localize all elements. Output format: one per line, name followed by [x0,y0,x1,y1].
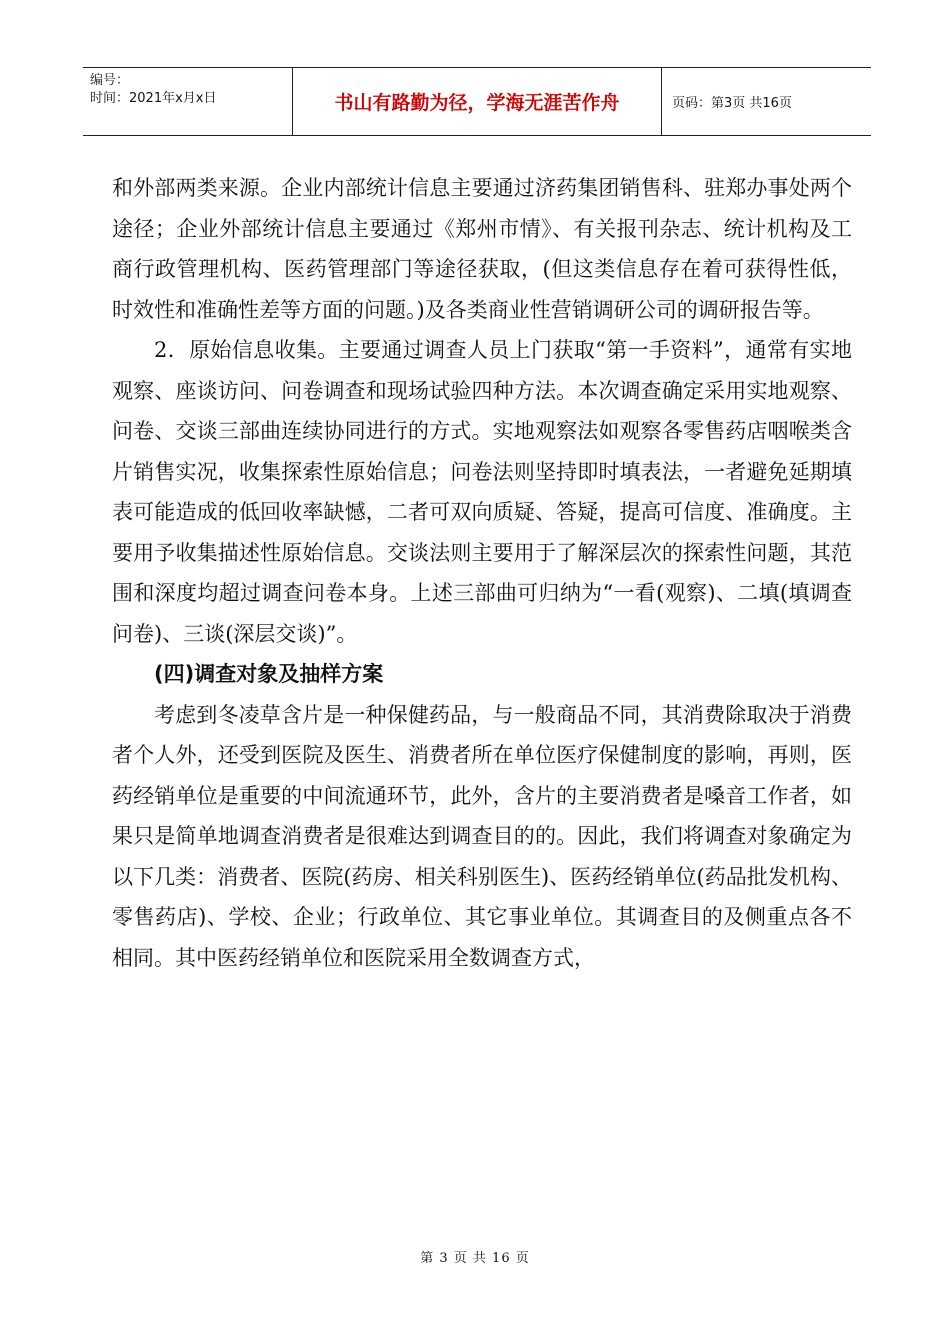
header-page-info: 页码：第3页 共16页 [662,68,872,136]
paragraph-original-info: 2．原始信息收集。主要通过调查人员上门获取“第一手资料”，通常有实地观察、座谈访问、问卷调查和现场试验四种方法。本次调查确定采用实地观察、问卷、交谈三部曲连续协同进行的方式。实地观察法如观察各零售药店咽喉类含片销售实况，收集探索性原始信息；问卷法则坚持即时填表法，一者避免延期填表可能造成的低回收率缺憾，二者可双向质疑、答疑，提高可信度、准确度。主要用予收集描述性原始信息。交谈法则主要用于了解深层次的探索性问题，其范围和深度均超过调查问卷本身。上述三部曲可归纳为“一看(观察)、二填(填调查问卷)、三谈(深层交谈)”。 [112,338,852,646]
header-meta [83,68,293,136]
document-time-label: 时间：2021年x月x日 [90,91,217,106]
document-body [112,168,852,978]
document-number-label: 编号： [90,73,130,88]
section-heading: (四)调查对象及抽样方案 [154,662,384,686]
header-table [83,67,871,136]
header-motto: 书山有路勤为径，学海无涯苦作舟 [293,68,662,136]
paragraph-continuation: 和外部两类来源。企业内部统计信息主要通过济药集团销售科、驻郑办事处两个途径；企业外部统计信息主要通过《郑州市情》、有关报刊杂志、统计机构及工商行政管理机构、医药管理部门等途径获取，(但这类信息存在着可获得性低，时效性和准确性差等方面的问题。)及各类商业性营销调研公司的调研报告等。 [112,176,852,322]
page-footer: 第 3 页 共 16 页 [420,1251,530,1266]
paragraph-survey-objects: 考虑到冬凌草含片是一种保健药品，与一般商品不同，其消费除取决于消费者个人外，还受到医院及医生、消费者所在单位医疗保健制度的影响，再则，医药经销单位是重要的中间流通环节，此外，含片的主要消费者是嗓音工作者，如果只是简单地调查消费者是很难达到调查目的的。因此，我们将调查对象确定为以下几类：消费者、医院(药房、相关科别医生)、医药经销单位(药品批发机构、零售药店)、学校、企业；行政单位、其它事业单位。其调查目的及侧重点各不相同。其中医药经销单位和医院采用全数调查方式， [112,702,852,970]
